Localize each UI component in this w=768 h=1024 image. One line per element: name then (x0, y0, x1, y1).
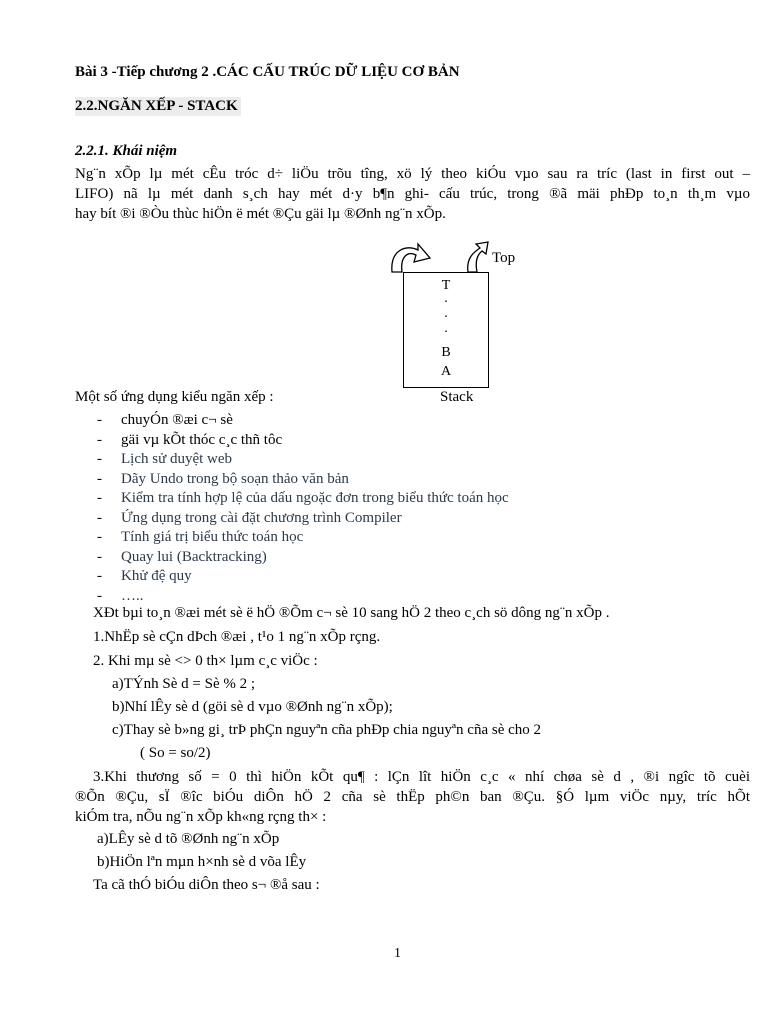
stack-cell: . (444, 291, 448, 306)
algorithm-substep: b)Nhí lÊy sè d (göi sè d vµo ®Ønh ng¨n xÕp); (112, 699, 393, 715)
stack-cell: T (441, 278, 451, 293)
document-page: Bài 3 -Tiếp chương 2 .CÁC CẤU TRÚC DỮ LIỆU CƠ BẢN 2.2.NGĂN XẾP - STACK 2.2.1. Khái niệm Ng¨n xÕp lµ mét cÊu tróc d÷ liÖu trõu tîng, xö lý theo kiÓu vµo sau ra tríc (last in first out – LIFO) nã lµ mét danh s¸ch hay mét d·y b¶n ghi- cấu trúc, trong ®ã mäi phÐp to¸n th¸m vµo hay bít ®i ®Òu thùc hiÖn ë mét ®Çu gäi lµ ®Ønh ng¨n xÕp. Top T . . . B A Stack Một số ứng dụng kiểu ngăn xếp : - chuyÓn ®æi c¬ sè - gäi vµ kÕt thóc c¸c thñ tôc - Lịch sử duyệt web - Dãy Undo trong bộ soạn thảo văn bản - Kiểm tra tính hợp lệ của dấu ngoặc đơn trong biểu thức toán học - Ứng dụng trong cài đặt chương trình Compiler - Tính giá trị biểu thức toán học - Quay lui (Backtracking) - Khử đệ quy - ….. XÐt bµi to¸n ®æi mét sè ë hÖ ®Õm c¬ sè 10 sang hÖ 2 theo c¸ch sö dông ng¨n xÕp . 1.NhËp sè cÇn dÞch ®æi , t¹o 1 ng¨n xÕp rçng. 2. Khi mµ sè <> 0 th× lµm c¸c viÖc : a)TÝnh Sè d = Sè % 2 ; b)Nhí lÊy sè d (göi sè d vµo ®Ønh ng¨n xÕp); c)Thay sè b»ng gi¸ trÞ phÇn nguyªn cña phÐp chia nguyªn cña sè cho 2 ( So = so/2) 3.Khi thương số = 0 thì hiÖn kÕt qu¶ : lÇn lît hiÖn c¸c « nhí chøa sè d , ®i ngîc tõ cuèi ®Õn ®Çu, sÏ ®îc biÓu diÔn hÖ 2 cña sè thËp ph©n ban ®Çu. §Ó lµm viÖc nµy, tríc hÕt kiÓm tra, nÕu ng¨n xÕp kh«ng rçng th× : a)LÊy sè d tõ ®Ønh ng¨n xÕp b)HiÖn lªn mµn h×nh sè d võa lÊy Ta cã thÓ biÓu diÔn theo s¬ ®å sau : 1 (75, 64, 750, 961)
definition-line: LIFO) nã lµ mét danh s¸ch hay mét d·y b¶n ghi- cấu trúc, trong ®ã mäi phÐp to¸n th¸m vµo (75, 186, 750, 202)
algorithm-substep: a)TÝnh Sè d = Sè % 2 ; (112, 676, 256, 692)
stack-cell: A (440, 364, 452, 379)
stack-diagram (380, 238, 540, 408)
definition-line: hay bít ®i ®Òu thùc hiÖn ë mét ®Çu gäi lµ ®Ønh ng¨n xÕp. (75, 206, 446, 222)
algorithm-substep: b)HiÖn lªn mµn h×nh sè d võa lÊy (97, 854, 307, 870)
applications-heading: Một số ứng dụng kiểu ngăn xếp : (75, 389, 274, 405)
closing-sentence: Ta cã thÓ biÓu diÔn theo s¬ ®å sau : (93, 877, 320, 893)
step3-line: 3.Khi thương số = 0 thì hiÖn kÕt qu¶ : lÇn lît hiÖn c¸c « nhí chøa sè d , ®i ngîc tõ cuèi (93, 769, 750, 785)
page-number: 1 (394, 946, 401, 961)
stack-cell: . (444, 306, 448, 321)
step3-paragraph (75, 767, 750, 827)
subsection-heading: 2.2.1. Khái niệm (75, 143, 178, 159)
definition-line: Ng¨n xÕp lµ mét cÊu tróc d÷ liÖu trõu tîng, xö lý theo kiÓu vµo sau ra tríc (last in first out – (75, 166, 750, 182)
lesson-title: Bài 3 -Tiếp chương 2 .CÁC CẤU TRÚC DỮ LIỆU CƠ BẢN (75, 64, 460, 80)
top-label: Top (492, 250, 516, 266)
step3-line: ®Õn ®Çu, sÏ ®îc biÓu diÔn hÖ 2 cña sè thËp ph©n ban ®Çu. §Ó lµm viÖc nµy, tríc hÕt (75, 789, 750, 805)
pop-arrow-icon (468, 242, 488, 272)
algorithm-step: 1.NhËp sè cÇn dÞch ®æi , t¹o 1 ng¨n xÕp rçng. (93, 629, 381, 645)
definition-paragraph (75, 164, 750, 224)
algorithm-intro: XÐt bµi to¸n ®æi mét sè ë hÖ ®Õm c¬ sè 10 sang hÖ 2 theo c¸ch sö dông ng¨n xÕp . (93, 605, 610, 621)
section-heading: 2.2.NGĂN XẾP - STACK (75, 97, 241, 116)
stack-box (403, 272, 489, 388)
algorithm-formula: ( So = so/2) (140, 745, 211, 761)
stack-cell: . (444, 321, 448, 336)
stack-label: Stack (440, 389, 474, 405)
algorithm-step: 2. Khi mµ sè <> 0 th× lµm c¸c viÖc : (93, 653, 318, 669)
algorithm-substep: c)Thay sè b»ng gi¸ trÞ phÇn nguyªn cña phÐp chia nguyªn cña sè cho 2 (112, 722, 542, 738)
step3-line: kiÓm tra, nÕu ng¨n xÕp kh«ng rçng th× : (75, 809, 327, 825)
algorithm-substep: a)LÊy sè d tõ ®Ønh ng¨n xÕp (97, 831, 280, 847)
stack-cell: B (441, 345, 451, 360)
push-arrow-icon (392, 244, 430, 272)
